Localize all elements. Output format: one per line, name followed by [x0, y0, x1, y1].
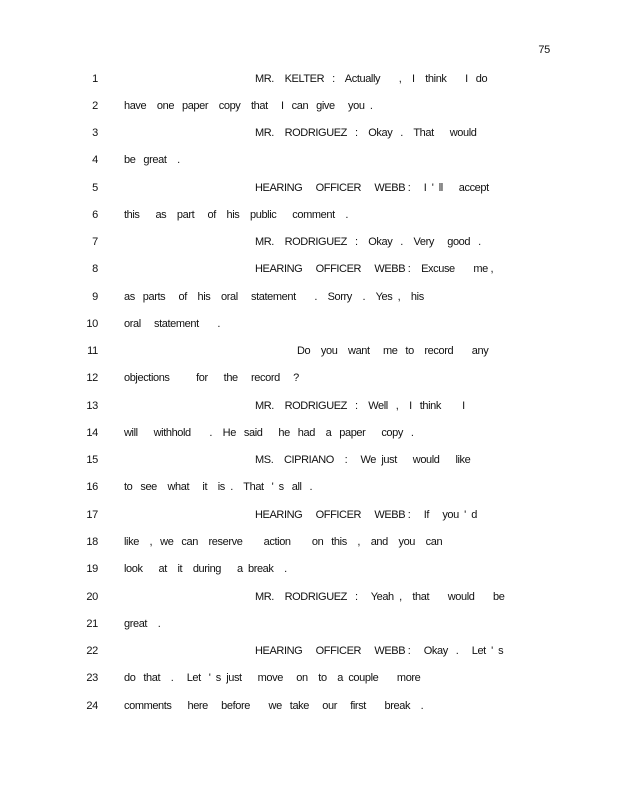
line-number: 24 [86, 700, 98, 712]
line-number: 10 [86, 318, 98, 330]
transcript-line [0, 616, 618, 632]
line-text: HEARING OFFICER WEBB : I ' ll accept [255, 182, 489, 194]
transcript-line [0, 261, 618, 277]
line-number: 13 [86, 400, 98, 412]
transcript-line [0, 152, 618, 168]
line-text: MS. CIPRIANO : We just would like [255, 454, 471, 466]
line-text: HEARING OFFICER WEBB : Excuse me , [255, 263, 494, 275]
page-number: 75 [538, 44, 550, 56]
transcript-line [0, 589, 618, 605]
line-text: this as part of his public comment . [124, 209, 349, 221]
line-number: 18 [86, 536, 98, 548]
transcript-line [0, 561, 618, 577]
transcript-line [0, 370, 618, 386]
line-number: 17 [86, 509, 98, 521]
line-text: Do you want me to record any [297, 345, 489, 357]
transcript-line [0, 425, 618, 441]
transcript-line [0, 534, 618, 550]
line-text: MR. RODRIGUEZ : Okay . That would [255, 127, 477, 139]
line-number: 7 [92, 236, 98, 248]
line-text: like , we can reserve action on this , and you can [124, 536, 443, 548]
transcript-line [0, 234, 618, 250]
transcript-line [0, 479, 618, 495]
transcript-line [0, 670, 618, 686]
line-number: 19 [86, 563, 98, 575]
line-number: 15 [86, 454, 98, 466]
transcript-line [0, 71, 618, 87]
transcript-line [0, 125, 618, 141]
transcript-line [0, 698, 618, 714]
transcript-line [0, 98, 618, 114]
transcript-line [0, 507, 618, 523]
line-number: 12 [86, 372, 98, 384]
line-number: 11 [87, 345, 98, 357]
line-text: will withhold . He said he had a paper copy . [124, 427, 414, 439]
line-text: be great . [124, 154, 180, 166]
line-text: do that . Let ' s just move on to a couple more [124, 672, 421, 684]
line-text: comments here before we take our first break . [124, 700, 424, 712]
line-text: have one paper copy that I can give you . [124, 100, 373, 112]
line-text: objections for the record ? [124, 372, 299, 384]
line-text: great . [124, 618, 161, 630]
line-text: MR. RODRIGUEZ : Yeah , that would be [255, 591, 505, 603]
line-number: 5 [92, 182, 98, 194]
line-text: HEARING OFFICER WEBB : If you ' d [255, 509, 477, 521]
line-number: 16 [86, 481, 98, 493]
transcript-line [0, 343, 618, 359]
line-text: MR. RODRIGUEZ : Okay . Very good . [255, 236, 481, 248]
transcript-line [0, 207, 618, 223]
line-text: as parts of his oral statement . Sorry . Yes , his [124, 291, 424, 303]
line-text: HEARING OFFICER WEBB : Okay . Let ' s [255, 645, 504, 657]
line-number: 8 [92, 263, 98, 275]
line-number: 9 [92, 291, 98, 303]
line-text: MR. RODRIGUEZ : Well , I think I [255, 400, 465, 412]
transcript-line [0, 398, 618, 414]
line-text: to see what it is . That ' s all . [124, 481, 313, 493]
line-number: 6 [92, 209, 98, 221]
line-number: 1 [92, 73, 98, 85]
transcript-line [0, 316, 618, 332]
line-number: 2 [92, 100, 98, 112]
line-number: 23 [86, 672, 98, 684]
transcript-line [0, 289, 618, 305]
line-number: 3 [92, 127, 98, 139]
line-number: 22 [86, 645, 98, 657]
transcript-line [0, 180, 618, 196]
line-number: 14 [86, 427, 98, 439]
line-number: 4 [92, 154, 98, 166]
transcript-line [0, 452, 618, 468]
line-text: oral statement . [124, 318, 220, 330]
line-number: 20 [86, 591, 98, 603]
transcript-line [0, 643, 618, 659]
line-text: look at it during a break . [124, 563, 287, 575]
line-number: 21 [86, 618, 98, 630]
line-text: MR. KELTER : Actually , I think I do [255, 73, 488, 85]
